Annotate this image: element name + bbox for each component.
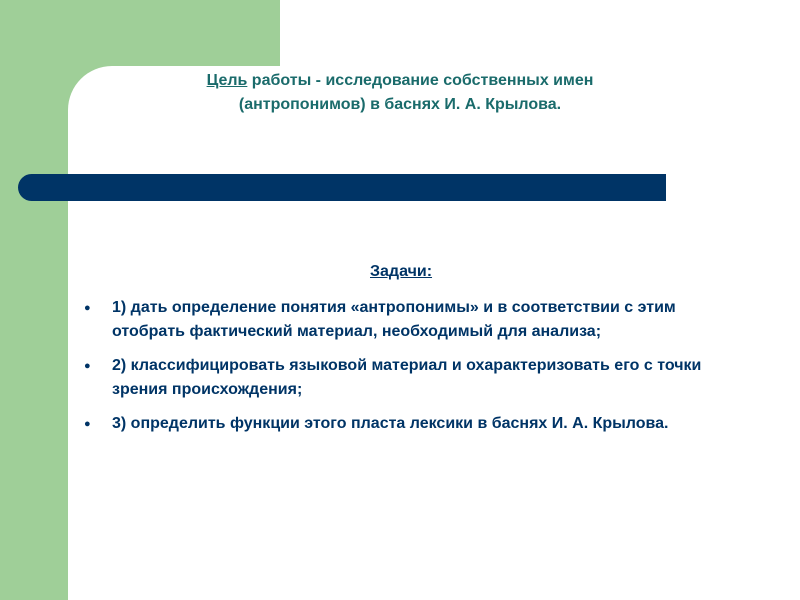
decorative-divider-bar [18, 174, 666, 201]
title-keyword: Цель [206, 72, 248, 89]
slide-title [100, 69, 700, 117]
list-item [80, 412, 730, 436]
tasks-list [80, 296, 730, 446]
list-item [80, 354, 730, 402]
task-text: 1) дать определение понятия «антропонимы» и в соответствии с этим отобрать фактический материал, необходимый для анализа; [112, 299, 676, 340]
bullet-icon: ● [84, 360, 91, 372]
title-line-1 [100, 69, 700, 93]
list-item [80, 296, 730, 344]
bullet-icon: ● [84, 302, 91, 314]
title-text: работы - исследование собственных имен [247, 72, 594, 89]
decorative-green-strip [0, 0, 68, 600]
tasks-heading: Задачи: [370, 263, 433, 280]
task-text: 2) классифицировать языковой материал и охарактеризовать его с точки зрения происхождения; [112, 357, 702, 398]
title-line-2: (антропонимов) в баснях И. А. Крылова. [238, 96, 562, 113]
bullet-icon: ● [84, 418, 91, 430]
task-text: 3) определить функции этого пласта лексики в баснях И. А. Крылова. [112, 415, 669, 432]
